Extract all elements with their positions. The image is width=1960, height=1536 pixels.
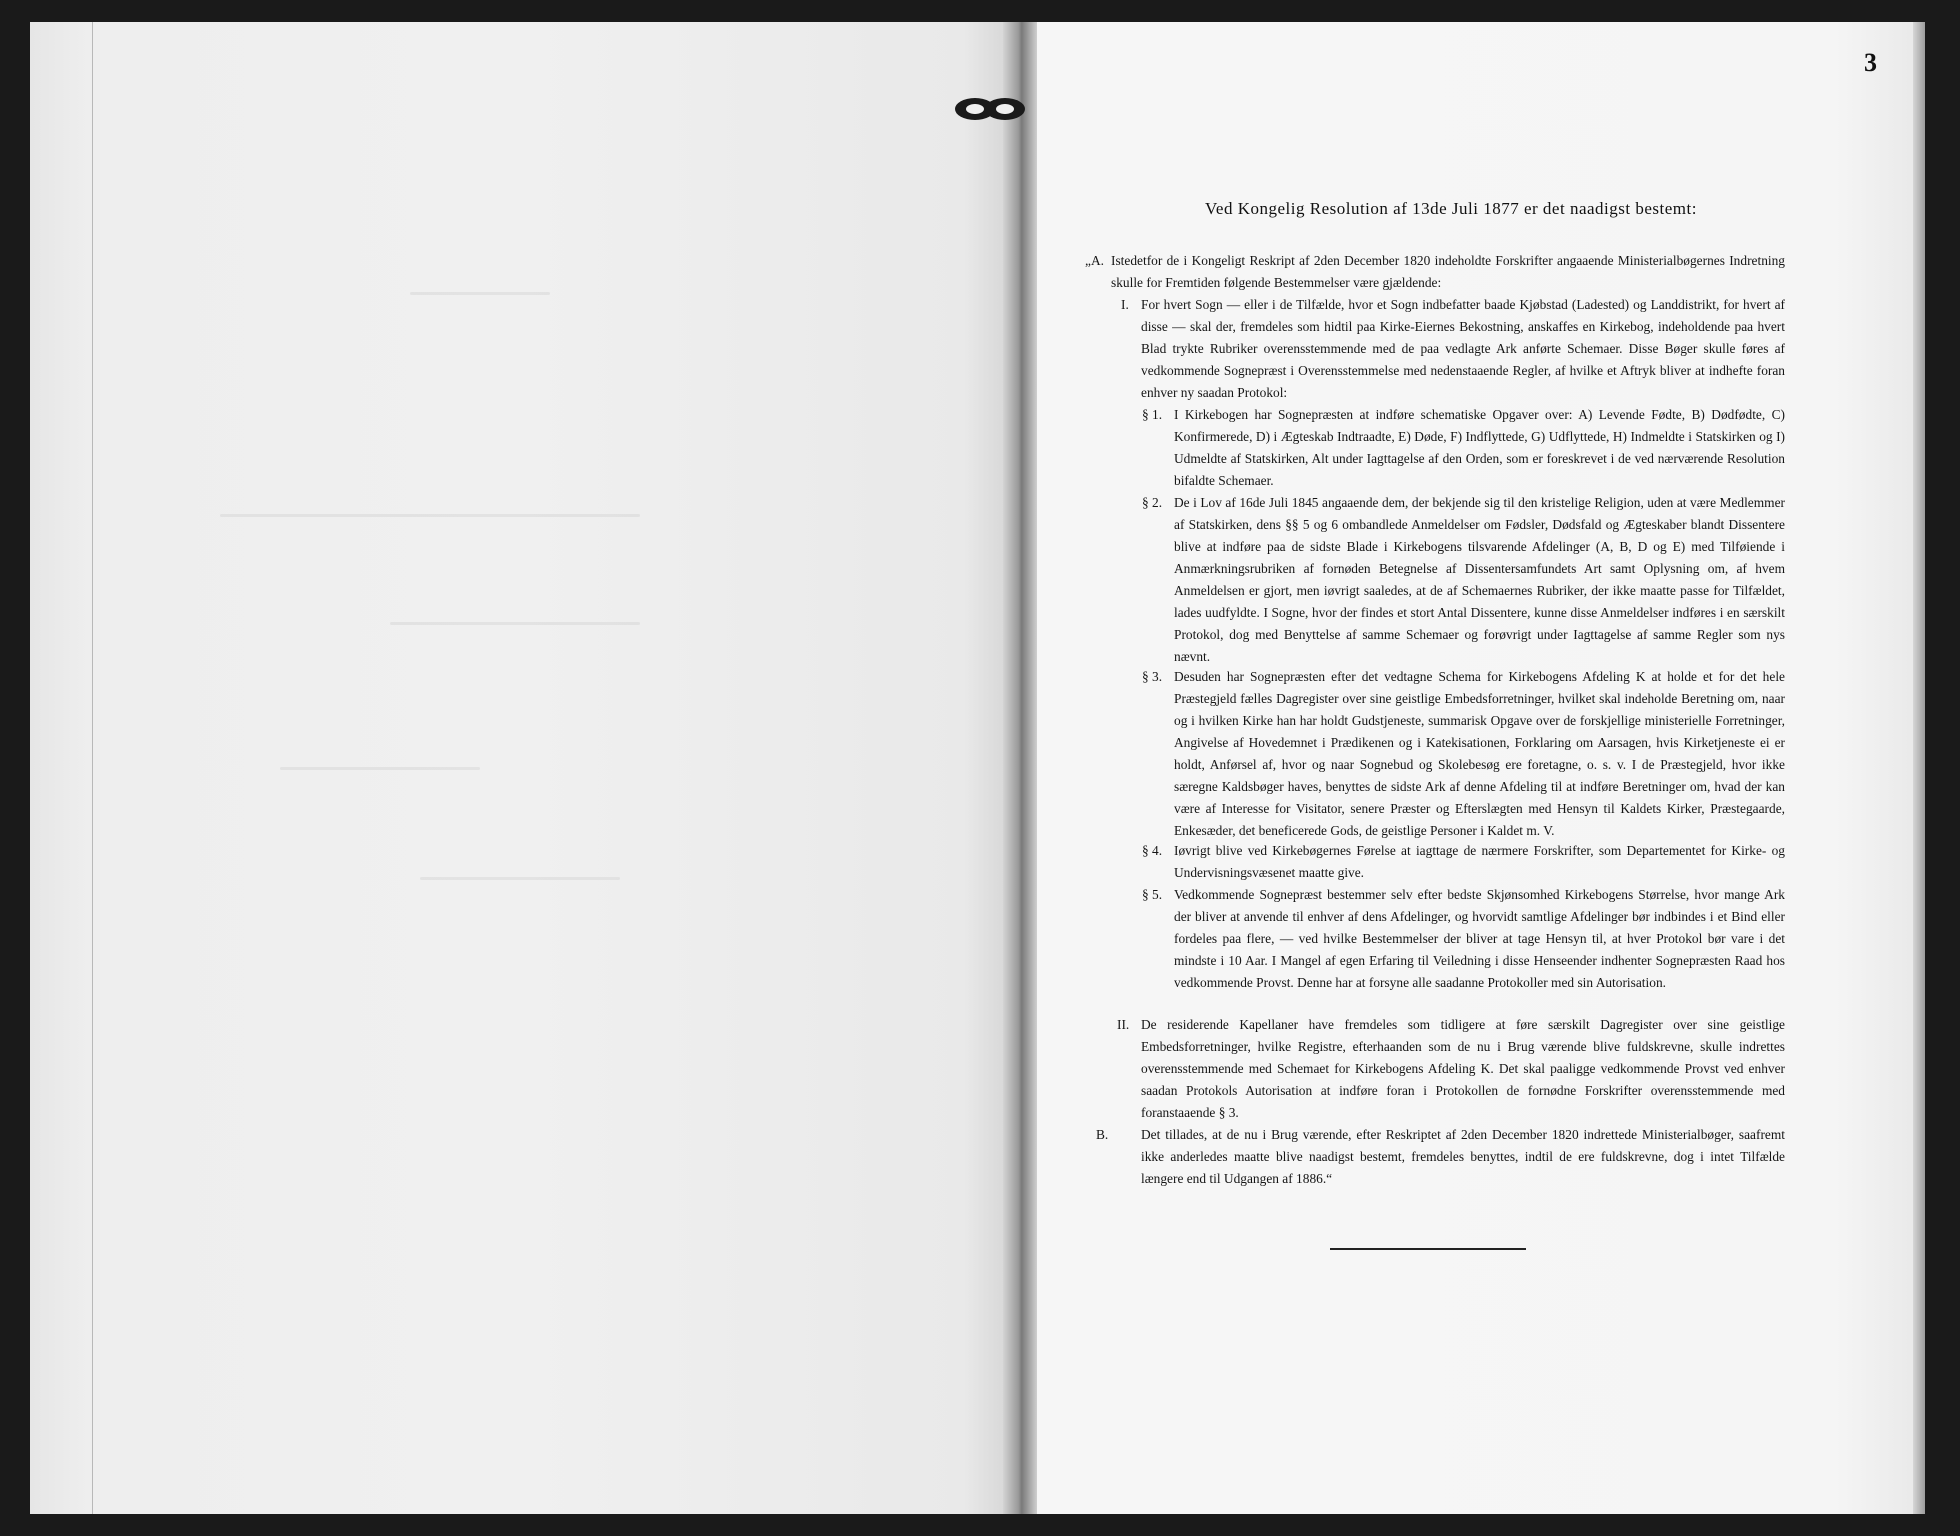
paragraph-1-text: I Kirkebogen har Sognepræsten at indføre schematiske Opgaver over: A) Levende Fødte, B) Dødfødte, C) Konfirmerede, D) i Ægteskab Indtraadte, E) Døde, F) Indflyttede, G) Udflyttede, H) Indmeldte i Statskirken og I) Udmeldte af Statskirken, Alt under Iagttagelse af den Orden, som er foreskrevet i de ved nærværende Resolution bifaldte Schemaer. — [1174, 407, 1785, 488]
section-b-text: Det tillades, at de nu i Brug værende, efter Reskriptet af 2den December 1820 indrettede Ministerialbøger, saafremt ikke anderledes maatte blive naadigst bestemt, fremdeles benyttes, indtil de ere fuldskrevne, dog i intet Tilfælde længere end til Udgangen af 1886.“ — [1141, 1127, 1785, 1186]
bleed-through-mark — [410, 292, 550, 295]
page-title: Ved Kongelig Resolution af 13de Juli 1877 er det naadigst bestemt: — [1205, 199, 1697, 218]
paragraph-3-label: § 3. — [1142, 669, 1163, 684]
bleed-through-mark — [280, 767, 480, 770]
section-a-intro: Istedetfor de i Kongeligt Reskript af 2den December 1820 indeholdte Forskrifter angaaende Ministerialbøgernes Indretning skulle for Fremtiden følgende Bestemmelser være gjældende: — [1111, 253, 1785, 290]
paragraph-5-text: Vedkommende Sognepræst bestemmer selv efter bedste Skjønsomhed Kirkebogens Størrelse, hvor mange Ark der bliver at anvende til enhver af dens Afdelinger, og hvorvidt samtlige Afdelinger bør indbindes i et Bind eller fordeles paa flere, — ved hvilke Bestemmelser der bliver at tage Hensyn til, at hver Protokol bør vare i det mindste i 10 Aar. I Mangel af egen Erfaring til Veiledning i disse Henseender indhenter Sognepræsten Raad hos vedkommende Provst. Denne har at forsyne alle saadanne Protokoller med sin Autorisation. — [1174, 887, 1785, 990]
paragraph-3-text: Desuden har Sognepræsten efter det vedtagne Schema for Kirkebogens Afdeling K at holde et for det hele Præstegjeld fælles Dagregister over sine geistlige Embedsforretninger, hvilket skal indeholde Beretning om, naar og i hvilken Kirke han har holdt Gudstjeneste, summarisk Opgave over de forskjellige ministerielle Forretninger, Angivelse af Hovedemnet i Prædikenen og i Katekisationen, Forklaring om Aarsagen, hvis Kirketjeneste ei er holdt, Anførsel af, hvor og naar Sognebud og Skolebesøg ere foretagne, o. s. v. I de Præstegjeld, hvor ikke særegne Kaldsbøger haves, benyttes de sidste Ark af denne Afdeling til at indføre Beretninger om, hvad der kan være af Interesse for Visitator, senere Præster og Efterslægten med Hensyn til Kaldets Kirker, Præstegaarde, Enkesæder, det beneficerede Gods, de geistlige Personer i Kaldet m. V. — [1174, 669, 1785, 838]
paragraph-4-label: § 4. — [1142, 843, 1163, 858]
paragraph-2-text: De i Lov af 16de Juli 1845 angaaende dem, der bekjende sig til den kristelige Religion, uden at være Medlemmer af Statskirken, dens §§ 5 og 6 ombandlede Anmeldelser om Fødsler, Dødsfald og Ægteskaber blandt Dissentere blive at indføre paa de sidste Blade i Kirkebogens tilsvarende Afdelinger (A, B, D og E) med Tilføiende i Anmærkningsrubriken af fornøden Betegnelse af Dissentersamfundets Art samt Oplysning om, af hvem Anmeldelsen er gjort, men iøvrigt saaledes, at de af Schemaernes Rubriker, der ikke maatte passe for Tilfældet, lades uudfyldte. I Sogne, hvor der findes et stort Antal Dissentere, kunne disse Anmeldelser indføres i en særskilt Protokol, dog med Benyttelse af samme Schemaer og forøvrigt under Iagttagelse af samme Regler som nys nævnt. — [1174, 495, 1785, 664]
paragraph-2-label: § 2. — [1142, 495, 1163, 510]
section-i-text: For hvert Sogn — eller i de Tilfælde, hvor et Sogn indbefatter baade Kjøbstad (Ladested) og Landdistrikt, for hvert af disse — skal der, fremdeles som hidtil paa Kirke-Eiernes Bekostning, anskaffes en Kirkebog, indeholdende paa hvert Blad trykte Rubriker overensstemmende med de paa vedlagte Ark anførte Schemaer. Disse Bøger skulle føres af vedkommende Sognepræst i Overensstemmelse med nedenstaaende Regler, af hvilke et Aftryk bliver at indhefte foran enhver ny saadan Protokol: — [1141, 297, 1785, 400]
left-page-edge — [92, 22, 93, 1514]
paragraph-5-label: § 5. — [1142, 887, 1163, 902]
section-b-label: B. — [1096, 1127, 1109, 1142]
bleed-through-mark — [420, 877, 620, 880]
section-ii-text: De residerende Kapellaner have fremdeles som tidligere at føre særskilt Dagregister over sine geistlige Embedsforretninger, hvilke Registre, efterhaanden som de nu i Brug værende blive fuldskrevne, skulle indrettes overensstemmende med Schemaet for Kirkebogens Afdeling K. Det skal paaligge vedkommende Provst ved enhver saadan Protokols Autorisation at indføre foran i Protokollen de fornødne Forskrifter overensstemmende med foranstaaende § 3. — [1141, 1017, 1785, 1120]
bleed-through-mark — [390, 622, 640, 625]
bleed-through-mark — [220, 514, 640, 517]
section-a-label: „A. — [1085, 253, 1104, 268]
right-page-edge — [1913, 22, 1925, 1514]
page-number: 3 — [1864, 48, 1877, 77]
section-i-label: I. — [1121, 297, 1129, 312]
closing-rule — [1330, 1248, 1526, 1250]
left-page-blank — [30, 22, 1003, 1514]
paragraph-4-text: Iøvrigt blive ved Kirkebøgernes Førelse at iagttage de nærmere Forskrifter, som Departementet for Kirke- og Undervisningsvæsenet maatte give. — [1174, 843, 1785, 880]
printer-ornament-icon — [945, 84, 1035, 134]
section-ii-label: II. — [1117, 1017, 1130, 1032]
paragraph-1-label: § 1. — [1142, 407, 1163, 422]
book-gutter — [1003, 22, 1037, 1514]
